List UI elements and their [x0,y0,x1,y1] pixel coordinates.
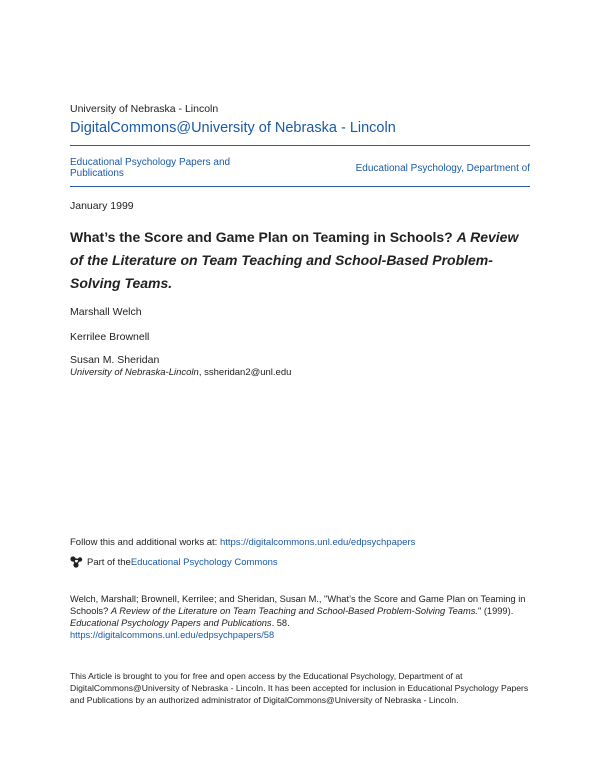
author-3-affiliation [70,367,291,378]
author-1: Marshall Welch [70,306,142,318]
divider-bottom [70,186,530,187]
title-main: What’s the Score and Game Plan on Teaming in Schools? [70,229,453,245]
citation-journal: Educational Psychology Papers and Publications [70,618,272,628]
part-of-line [70,556,278,568]
commons-link[interactable]: Educational Psychology Commons [130,556,278,568]
affiliation-separator: , [198,367,205,378]
affiliation-institution: University of Nebraska-Lincoln [70,367,199,378]
follow-line [70,537,415,548]
repository-link[interactable]: DigitalCommons@University of Nebraska - Lincoln [70,120,396,136]
article-title [70,226,530,295]
follow-link[interactable]: https://digitalcommons.unl.edu/edpsychpapers [219,537,416,548]
author-2: Kerrilee Brownell [70,331,150,343]
network-icon [70,556,83,568]
collection-link[interactable]: Educational Psychology Papers and Publications [70,157,231,179]
citation-year: " (1999). [477,606,514,616]
title-subtitle: A Review of the Literature on Team Teaching and School-Based Problem-Solving Teams. [70,229,519,291]
citation-subtitle: A Review of the Literature on Team Teaching and School-Based Problem-Solving Teams. [110,606,478,616]
cover-page [70,0,530,776]
citation-url[interactable]: https://digitalcommons.unl.edu/edpsychpapers/58 [70,630,275,640]
divider-top [70,145,530,146]
citation-number: . 58. [271,618,290,628]
follow-text: Follow this and additional works at: [70,537,220,548]
citation-authors: Welch, Marshall; Brownell, Kerrilee; and Sheridan, Susan M., "What’s the Score and Game Plan on Teaming in Schools? [70,594,526,616]
department-link[interactable]: Educational Psychology, Department of [355,163,530,174]
recommended-citation [70,593,535,641]
publication-date: January 1999 [70,200,134,212]
institution-name: University of Nebraska - Lincoln [70,103,219,115]
access-notice: This Article is brought to you for free and open access by the Educational Psychology, Department of at DigitalCommons@University of Nebraska - Lincoln. It has been accepted for inclusion in Educational Psychology Papers and Publications by an authorized administrator of DigitalCommons@University of Nebraska - Lincoln. [70,671,529,705]
author-3: Susan M. Sheridan [70,354,160,366]
part-of-text: Part of the [87,556,131,568]
author-email: ssheridan2@unl.edu [204,367,292,378]
